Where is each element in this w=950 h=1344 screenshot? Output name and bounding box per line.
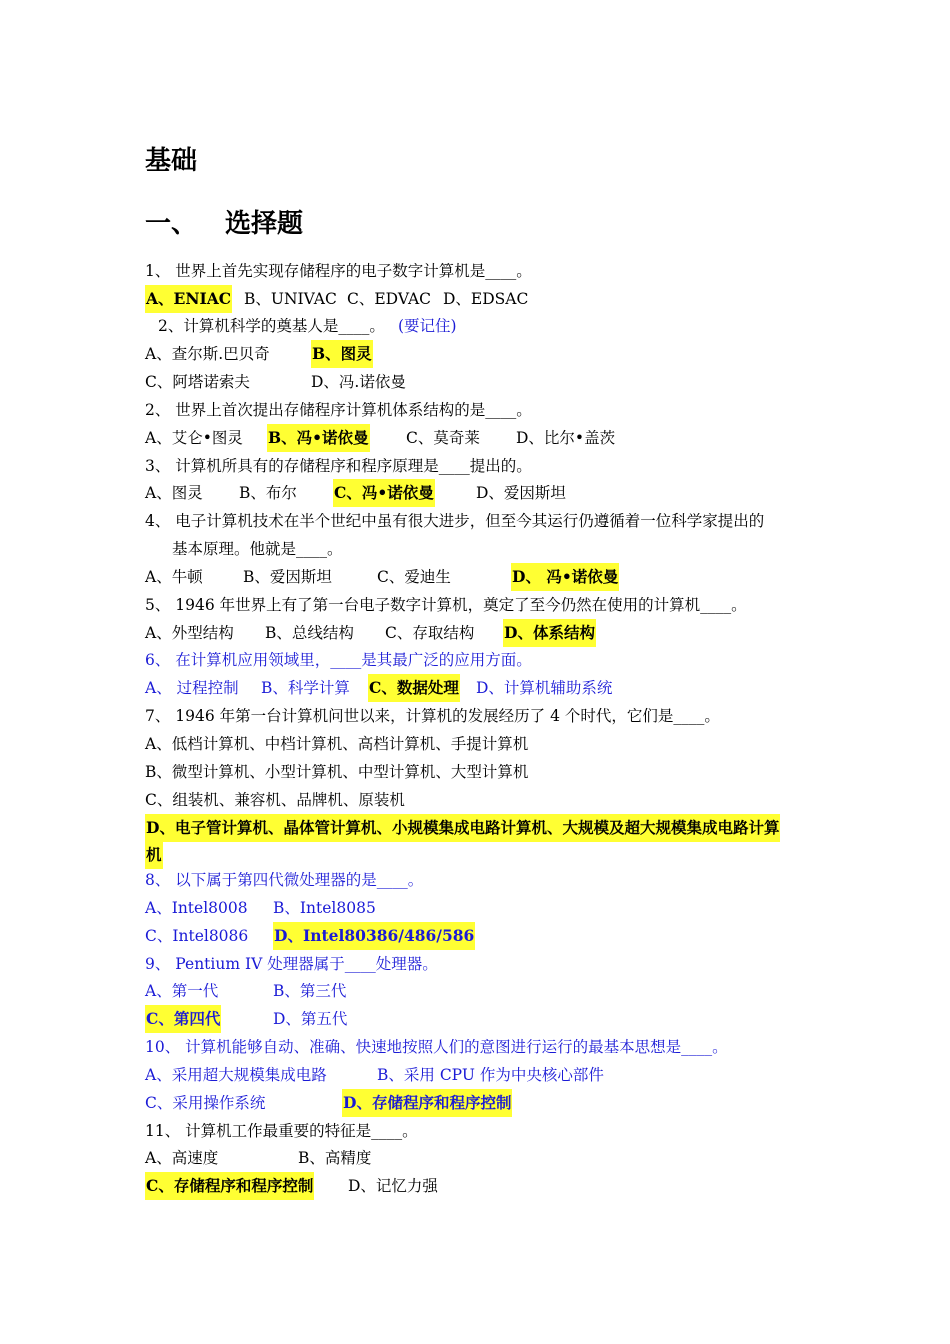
line-text: B、UNIVAC: [244, 290, 337, 308]
line-text: A、高速度: [145, 1149, 219, 1167]
highlighted-answer: D、 冯•诺依曼: [511, 563, 619, 591]
section-heading: [145, 209, 303, 239]
line-text: A、图灵: [145, 484, 203, 502]
line-text: C、Intel8086: [145, 927, 249, 945]
line-text: B、布尔: [239, 484, 297, 502]
line-text: 3、 计算机所具有的存储程序和程序原理是____提出的。: [145, 457, 532, 475]
line-text: C、EDVAC: [347, 290, 432, 308]
line-text: A、采用超大规模集成电路: [145, 1066, 327, 1084]
line-text: 2、 世界上首次提出存储程序计算机体系结构的是____。: [145, 401, 532, 419]
line-text: 10、 计算机能够自动、准确、快速地按照人们的意图进行运行的最基本思想是____。: [145, 1038, 728, 1056]
line-text: 5、 1946 年世界上有了第一台电子数字计算机，奠定了至今仍然在使用的计算机____。: [145, 596, 747, 614]
line-text: C、莫奇莱: [406, 429, 480, 447]
line-text: B、第三代: [273, 982, 347, 1000]
line-text: D、EDSAC: [443, 290, 529, 308]
line-text: C、存取结构: [385, 624, 475, 642]
line-text: C、阿塔诺索夫: [145, 373, 250, 391]
line-text: C、采用操作系统: [145, 1094, 266, 1112]
line-text: A、第一代: [145, 982, 219, 1000]
highlighted-answer: B、冯•诺依曼: [267, 424, 370, 452]
highlighted-answer: C、存储程序和程序控制: [145, 1172, 314, 1200]
line-text: A、低档计算机、中档计算机、高档计算机、手提计算机: [145, 735, 529, 753]
line-text: D、比尔•盖茨: [516, 429, 616, 447]
line-text: B、爱因斯坦: [243, 568, 332, 586]
highlighted-answer: C、冯•诺依曼: [333, 479, 435, 507]
highlighted-answer: D、电子管计算机、晶体管计算机、小规模集成电路计算机、大规模及超大规模集成电路计算: [145, 814, 780, 842]
highlighted-answer: A、ENIAC: [145, 285, 232, 313]
line-text: D、爱因斯坦: [476, 484, 566, 502]
line-text: B、Intel8085: [273, 899, 376, 917]
line-text: B、采用 CPU 作为中央核心部件: [377, 1066, 604, 1084]
line-text: A、艾仑•图灵: [145, 429, 243, 447]
highlighted-answer: C、第四代: [145, 1005, 221, 1033]
line-text: C、组装机、兼容机、品牌机、原装机: [145, 791, 405, 809]
line-text: 2、计算机科学的奠基人是____。: [158, 317, 385, 335]
line-text: B、微型计算机、小型计算机、中型计算机、大型计算机: [145, 763, 529, 781]
line-text: 7、 1946 年第一台计算机问世以来，计算机的发展经历了 4 个时代，它们是____。: [145, 707, 720, 725]
line-text: D、记忆力强: [348, 1177, 438, 1195]
line-text: D、计算机辅助系统: [476, 679, 613, 697]
line-text: A、外型结构: [145, 624, 234, 642]
section-title: 选择题: [225, 209, 304, 239]
line-text: A、牛顿: [145, 568, 203, 586]
line-text: C、爱迪生: [377, 568, 451, 586]
line-text: 基本原理。他就是____。: [172, 540, 343, 558]
line-text: (要记住): [398, 317, 457, 335]
line-text: B、总线结构: [265, 624, 354, 642]
line-text: A、 过程控制: [145, 679, 239, 697]
section-number: 一、: [145, 209, 198, 239]
line-text: B、科学计算: [261, 679, 350, 697]
line-text: 1、 世界上首先实现存储程序的电子数字计算机是____。: [145, 262, 532, 280]
line-text: 9、 Pentium IV 处理器属于____处理器。: [145, 955, 438, 973]
line-text: 6、 在计算机应用领域里，____是其最广泛的应用方面。: [145, 651, 532, 669]
highlighted-answer: D、Intel80386/486/586: [273, 922, 475, 950]
line-text: 8、 以下属于第四代微处理器的是____。: [145, 871, 424, 889]
highlighted-answer: B、图灵: [311, 340, 373, 368]
highlighted-answer: D、体系结构: [503, 619, 596, 647]
line-text: 4、 电子计算机技术在半个世纪中虽有很大进步，但至今其运行仍遵循着一位科学家提出的: [145, 512, 765, 530]
document-title: 基础: [145, 146, 198, 176]
line-text: D、第五代: [273, 1010, 348, 1028]
line-text: 11、 计算机工作最重要的特征是____。: [145, 1122, 418, 1140]
highlighted-answer: D、存储程序和程序控制: [342, 1089, 512, 1117]
highlighted-answer: C、数据处理: [368, 674, 460, 702]
line-text: A、Intel8008: [145, 899, 248, 917]
highlighted-answer: 机: [145, 841, 163, 869]
line-text: D、冯.诺依曼: [311, 373, 406, 391]
line-text: B、高精度: [298, 1149, 372, 1167]
line-text: A、查尔斯.巴贝奇: [145, 345, 270, 363]
